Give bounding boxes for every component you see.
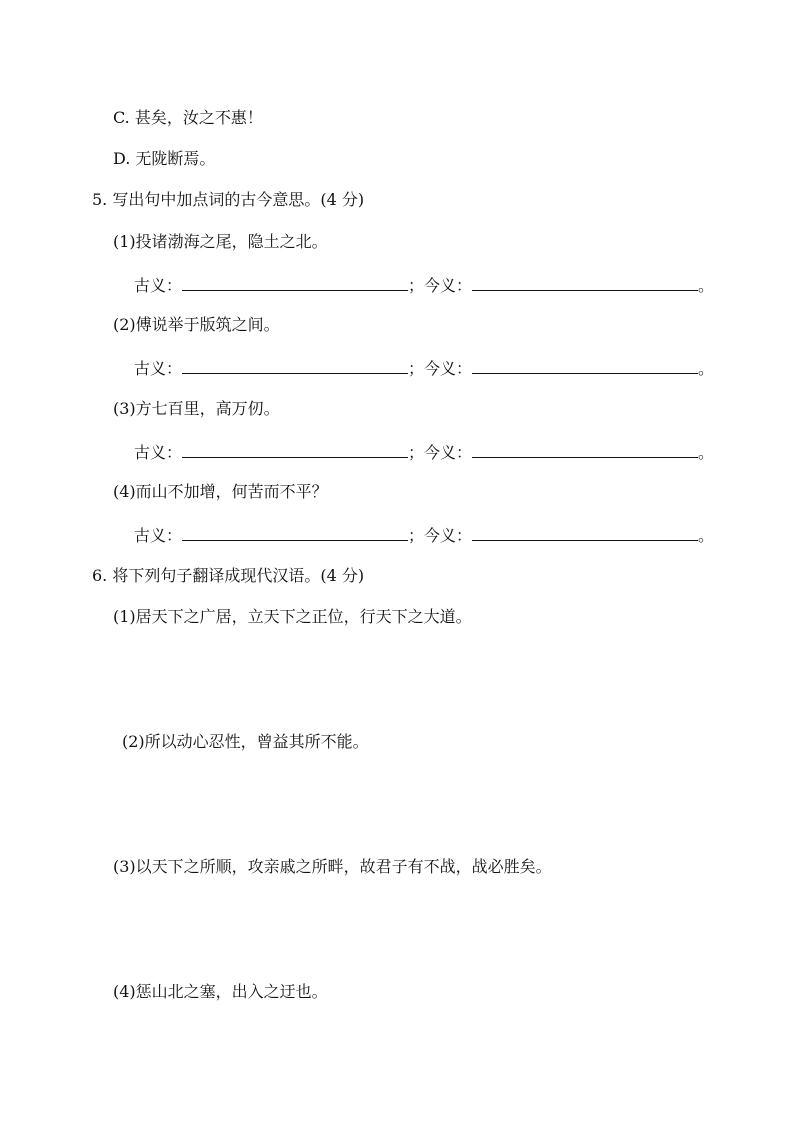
q5-meaning-row-3 [134, 441, 714, 463]
q6-item-3: (3)以天下之所顺，攻亲戚之所畔，故君子有不战，战必胜矣。 [113, 857, 552, 876]
option-c: C. 甚矣，汝之不惠！ [113, 108, 263, 127]
ancient-answer-blank[interactable] [182, 357, 408, 374]
q5-item-4: (4)而山不加增，何苦而不平？ [113, 482, 328, 501]
modern-label: ；今义： [408, 443, 473, 462]
modern-label: ；今义： [408, 526, 473, 545]
modern-answer-blank[interactable] [472, 357, 698, 374]
question-6-heading: 6. 将下列句子翻译成现代汉语。(4 分) [92, 566, 365, 585]
ancient-answer-blank[interactable] [182, 524, 408, 541]
q6-item-4: (4)惩山北之塞，出入之迂也。 [113, 982, 328, 1001]
end-mark: 。 [698, 443, 715, 462]
modern-answer-blank[interactable] [472, 441, 698, 458]
end-mark: 。 [698, 276, 715, 295]
modern-answer-blank[interactable] [472, 274, 698, 291]
end-mark: 。 [698, 359, 715, 378]
q5-meaning-row-2 [134, 357, 714, 379]
q6-item-1: (1)居天下之广居，立天下之正位，行天下之大道。 [113, 607, 472, 626]
modern-label: ；今义： [408, 359, 473, 378]
end-mark: 。 [698, 526, 715, 545]
ancient-label: 古义： [134, 443, 183, 462]
q6-item-2: (2)所以动心忍性，曾益其所不能。 [122, 732, 369, 751]
q5-item-2: (2)傅说举于版筑之间。 [113, 315, 280, 334]
q5-meaning-row-1 [134, 274, 714, 296]
question-5-heading: 5. 写出句中加点词的古今意思。(4 分) [92, 190, 365, 209]
option-d: D. 无陇断焉。 [113, 149, 216, 168]
q5-meaning-row-4 [134, 524, 714, 546]
ancient-answer-blank[interactable] [182, 441, 408, 458]
q5-item-1: (1)投诸渤海之尾，隐土之北。 [113, 232, 328, 251]
q5-item-3: (3)方七百里，高万仞。 [113, 399, 280, 418]
ancient-label: 古义： [134, 276, 183, 295]
ancient-answer-blank[interactable] [182, 274, 408, 291]
ancient-label: 古义： [134, 359, 183, 378]
ancient-label: 古义： [134, 526, 183, 545]
modern-answer-blank[interactable] [472, 524, 698, 541]
modern-label: ；今义： [408, 276, 473, 295]
